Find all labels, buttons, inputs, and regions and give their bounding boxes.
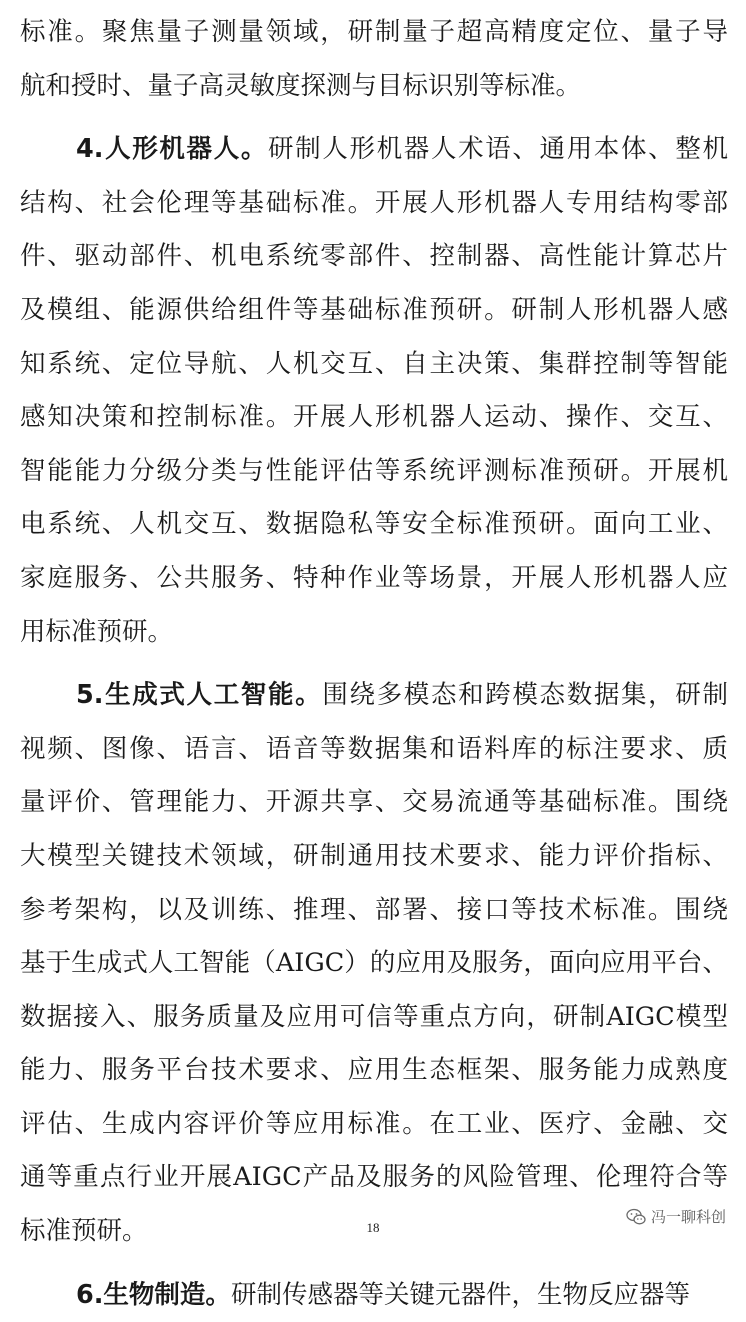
text-line: 基于生成式人工智能（AIGC）的应用及服务，面向应用平台、 (20, 948, 728, 979)
section-5-heading: 5.生成式人工智能。 (76, 680, 323, 711)
text-line: 标准。聚焦量子测量领域，研制量子超高精度定位、量子导 (20, 17, 728, 47)
text-line: 电系统、人机交互、数据隐私等安全标准预研。面向工业、 (20, 509, 728, 540)
watermark-text: 冯一聊科创 (650, 1208, 726, 1226)
wechat-icon (626, 1208, 646, 1226)
text-line: 能力、服务平台技术要求、应用生态框架、服务能力成熟度 (20, 1055, 728, 1086)
text-line: 通等重点行业开展AIGC产品及服务的风险管理、伦理符合等 (20, 1162, 728, 1193)
section-5-first-line (20, 669, 728, 723)
text-line: 件、驱动部件、机电系统零部件、控制器、高性能计算芯片 (20, 241, 728, 272)
paragraph-intro (20, 6, 728, 113)
paragraph-section-4 (20, 123, 728, 659)
text-line: 智能能力分级分类与性能评估等系统评测标准预研。开展机 (20, 455, 728, 486)
section-6-first-line (20, 1269, 728, 1322)
text-line: 标准预研。 (20, 1216, 148, 1247)
section-4-heading: 4.人形机器人。 (76, 134, 269, 165)
page-number: 18 (366, 1220, 380, 1235)
paragraph-section-6 (20, 1269, 728, 1322)
text-line: 研制传感器等关键元器件，生物反应器等 (230, 1279, 690, 1310)
watermark (626, 1206, 726, 1227)
text-line: 评估、生成内容评价等应用标准。在工业、医疗、金融、交 (20, 1108, 728, 1139)
section-4-first-line (20, 123, 728, 177)
document-body (20, 6, 728, 1322)
text-line: 及模组、能源供给组件等基础标准预研。研制人形机器人感 (20, 294, 728, 325)
text-line: 量评价、管理能力、开源共享、交易流通等基础标准。围绕 (20, 787, 728, 818)
text-line: 视频、图像、语言、语音等数据集和语料库的标注要求、质 (20, 733, 728, 764)
text-line: 结构、社会伦理等基础标准。开展人形机器人专用结构零部 (20, 187, 728, 218)
text-line: 感知决策和控制标准。开展人形机器人运动、操作、交互、 (20, 402, 728, 433)
text-line: 数据接入、服务质量及应用可信等重点方向，研制AIGC模型 (20, 1001, 728, 1032)
text-line: 参考架构，以及训练、推理、部署、接口等技术标准。围绕 (20, 894, 728, 925)
paragraph-section-5 (20, 669, 728, 1259)
text-line: 知系统、定位导航、人机交互、自主决策、集群控制等智能 (20, 348, 728, 379)
text-line: 大模型关键技术领域，研制通用技术要求、能力评价指标、 (20, 840, 728, 871)
text-line: 围绕多模态和跨模态数据集，研制 (322, 680, 728, 711)
text-line: 航和授时、量子高灵敏度探测与目标识别等标准。 (20, 70, 582, 101)
text-line: 用标准预研。 (20, 616, 174, 647)
section-6-heading: 6.生物制造。 (76, 1279, 231, 1310)
text-line: 研制人形机器人术语、通用本体、整机 (268, 134, 728, 165)
text-line: 家庭服务、公共服务、特种作业等场景，开展人形机器人应 (20, 562, 728, 593)
